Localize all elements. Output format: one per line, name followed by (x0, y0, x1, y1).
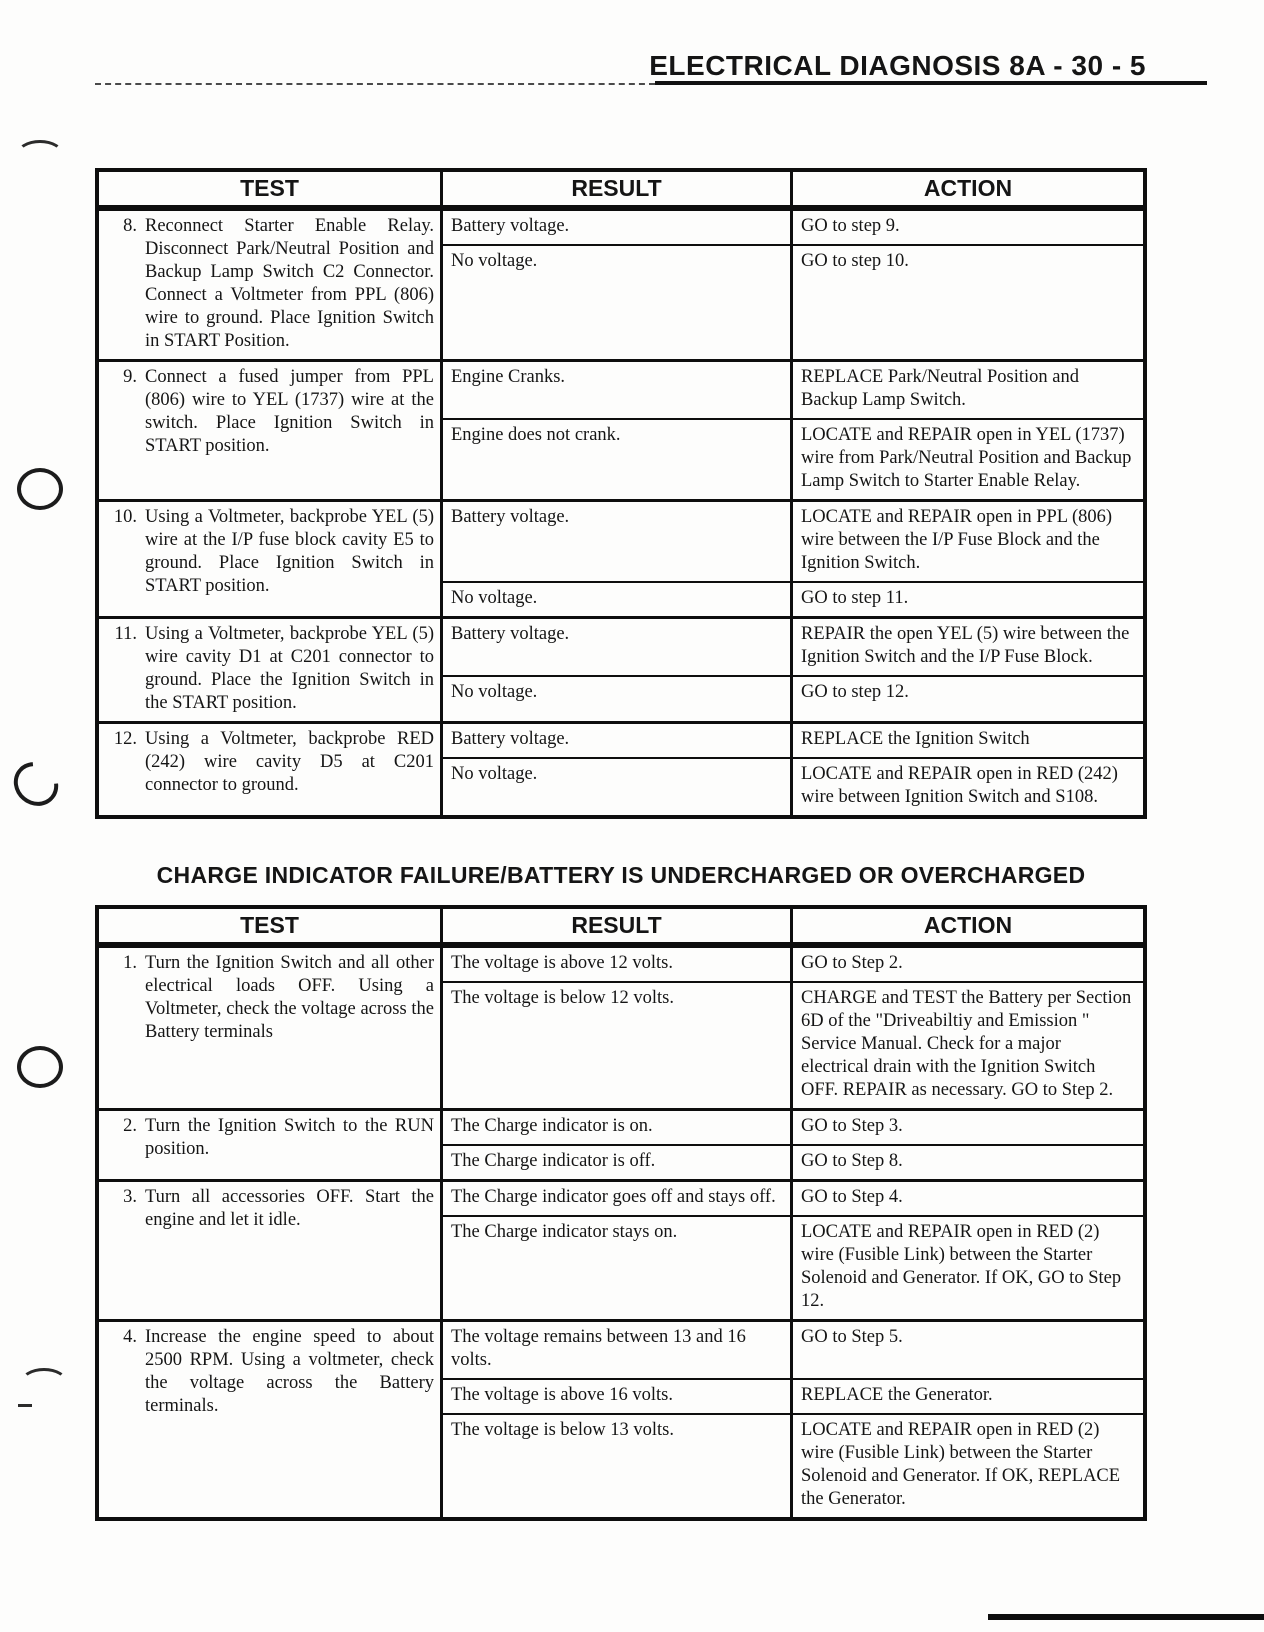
action-cell: CHARGE and TEST the Battery per Section 6D of the "Driveabiltiy and Emission " Service Manual. Check for a major electrical drain with the Ignition Switch OFF. REPAIR as necessary. GO to Step 2. (801, 988, 1132, 1100)
test-cell (99, 362, 443, 499)
table-header-row (99, 172, 1143, 208)
action-cell: LOCATE and REPAIR open in RED (2) wire (Fusible Link) between the Starter Solenoid and Generator. If OK, REPLACE the Generator. (801, 1420, 1121, 1509)
action-cell: GO to Step 8. (801, 1151, 903, 1171)
result-cell: Engine does not crank. (443, 420, 793, 499)
result-cell: The voltage remains between 13 and 16 volts. (443, 1322, 793, 1378)
header-rule-solid-segment (655, 81, 1207, 85)
sub-row (443, 1182, 1143, 1215)
result-cell: No voltage. (443, 246, 793, 359)
action-cell: LOCATE and REPAIR open in YEL (1737) wire from Park/Neutral Position and Backup Lamp Switch to Starter Enable Relay. (801, 425, 1132, 491)
binder-circle-mark-2 (5, 753, 67, 815)
result-cell: The voltage is below 12 volts. (443, 983, 793, 1108)
table-row (99, 1179, 1143, 1319)
test-text: Increase the engine speed to about 2500 RPM. Using a voltmeter, check the voltage across the Battery terminals. (145, 1327, 434, 1416)
result-cell: Battery voltage. (443, 619, 793, 675)
sub-row (443, 581, 1143, 616)
table-row (99, 499, 1143, 616)
test-cell (99, 1111, 443, 1179)
binder-circle-mark-3 (17, 1046, 63, 1088)
sub-row (443, 1215, 1143, 1319)
sub-row (443, 724, 1143, 757)
result-cell: No voltage. (443, 759, 793, 815)
action-cell: GO to step 11. (801, 588, 909, 608)
step-number: 8. (123, 216, 137, 236)
test-text: Using a Voltmeter, backprobe YEL (5) wire at the I/P fuse block cavity E5 to ground. Place Ignition Switch in START position. (145, 507, 434, 596)
column-header-test: TEST (99, 909, 443, 942)
action-cell: LOCATE and REPAIR open in RED (2) wire (Fusible Link) between the Starter Solenoid and Generator. If OK, GO to Step 12. (801, 1222, 1122, 1311)
test-cell (99, 211, 443, 359)
test-cell (99, 1182, 443, 1319)
result-cell: Battery voltage. (443, 502, 793, 581)
section-title: CHARGE INDICATOR FAILURE/BATTERY IS UNDERCHARGED OR OVERCHARGED (156, 862, 1086, 888)
sub-row (443, 1322, 1143, 1378)
test-cell (99, 502, 443, 616)
result-action-group (443, 724, 1143, 815)
test-cell (99, 1322, 443, 1517)
result-action-group (443, 1322, 1143, 1517)
step-number: 9. (123, 367, 137, 387)
result-cell: The Charge indicator stays on. (443, 1217, 793, 1319)
column-header-result: RESULT (443, 909, 793, 942)
header-rule-dashed-segment (95, 81, 655, 85)
test-text: Turn the Ignition Switch to the RUN position. (145, 1116, 434, 1159)
sub-row (443, 757, 1143, 815)
step-number: 12. (113, 729, 137, 749)
sub-row (443, 981, 1143, 1108)
test-cell (99, 619, 443, 721)
action-cell: GO to step 9. (801, 216, 900, 236)
bottom-page-bar (988, 1614, 1264, 1620)
binder-tick-mark (18, 1404, 32, 1407)
sub-row (443, 211, 1143, 244)
result-action-group (443, 502, 1143, 616)
table-row (99, 945, 1143, 1108)
sub-row (443, 948, 1143, 981)
table-row (99, 208, 1143, 359)
result-cell: The voltage is above 12 volts. (443, 948, 793, 981)
test-text: Connect a fused jumper from PPL (806) wire to YEL (1737) wire at the switch. Place Ignition Switch in START position. (145, 367, 434, 456)
test-cell (99, 724, 443, 815)
column-header-result: RESULT (443, 172, 793, 205)
test-text: Turn all accessories OFF. Start the engine and let it idle. (145, 1187, 434, 1230)
result-cell: Engine Cranks. (443, 362, 793, 418)
action-cell: REPLACE the Ignition Switch (801, 729, 1030, 749)
header-rule (95, 79, 1207, 85)
sub-row (443, 1111, 1143, 1144)
action-cell: GO to step 10. (801, 251, 909, 271)
step-number: 4. (123, 1327, 137, 1347)
result-cell: The Charge indicator is off. (443, 1146, 793, 1179)
step-number: 3. (123, 1187, 137, 1207)
result-action-group (443, 1182, 1143, 1319)
page-header-title: ELECTRICAL DIAGNOSIS 8A - 30 - 5 (649, 50, 1146, 81)
step-number: 2. (123, 1116, 137, 1136)
sub-row (443, 1144, 1143, 1179)
test-cell (99, 948, 443, 1108)
sub-row (443, 502, 1143, 581)
test-text: Using a Voltmeter, backprobe RED (242) wire cavity D5 at C201 connector to ground. (145, 729, 434, 795)
result-cell: No voltage. (443, 677, 793, 721)
action-cell: LOCATE and REPAIR open in PPL (806) wire between the I/P Fuse Block and the Ignition Switch. (801, 507, 1113, 573)
result-cell: The voltage is above 16 volts. (443, 1380, 793, 1413)
result-action-group (443, 948, 1143, 1108)
table-row (99, 359, 1143, 499)
table-row (99, 721, 1143, 815)
action-cell: REPLACE the Generator. (801, 1385, 993, 1405)
action-cell: GO to Step 4. (801, 1187, 903, 1207)
result-action-group (443, 362, 1143, 499)
result-cell: The voltage is below 13 volts. (443, 1415, 793, 1517)
sub-row (443, 1378, 1143, 1413)
action-cell: GO to Step 3. (801, 1116, 903, 1136)
sub-row (443, 362, 1143, 418)
result-cell: Battery voltage. (443, 724, 793, 757)
sub-row (443, 1413, 1143, 1517)
step-number: 11. (114, 624, 137, 644)
result-cell: The Charge indicator is on. (443, 1111, 793, 1144)
binder-arc-mark-1 (16, 140, 64, 170)
sub-row (443, 619, 1143, 675)
diagnostic-table-starter (95, 168, 1147, 819)
binder-circle-mark-1 (17, 468, 63, 510)
sub-row (443, 244, 1143, 359)
result-action-group (443, 619, 1143, 721)
action-cell: REPLACE Park/Neutral Position and Backup Lamp Switch. (801, 367, 1079, 410)
table-row (99, 1319, 1143, 1517)
result-cell: The Charge indicator goes off and stays off. (443, 1182, 793, 1215)
sub-row (443, 675, 1143, 721)
test-text: Reconnect Starter Enable Relay. Disconnect Park/Neutral Position and Backup Lamp Switch C2 Connector. Connect a Voltmeter from PPL (806) wire to ground. Place Ignition Switch in START Position. (145, 216, 434, 351)
action-cell: LOCATE and REPAIR open in RED (242) wire between Ignition Switch and S108. (801, 764, 1118, 807)
table-row (99, 616, 1143, 721)
binder-arc-mark-2 (20, 1368, 68, 1398)
result-action-group (443, 1111, 1143, 1179)
action-cell: GO to step 12. (801, 682, 909, 702)
column-header-test: TEST (99, 172, 443, 205)
result-cell: No voltage. (443, 583, 793, 616)
action-cell: GO to Step 2. (801, 953, 903, 973)
test-text: Using a Voltmeter, backprobe YEL (5) wire cavity D1 at C201 connector to ground. Place the Ignition Switch in the START position. (145, 624, 434, 713)
column-header-action: ACTION (923, 912, 1013, 938)
diagnostic-table-charge-indicator (95, 905, 1147, 1521)
step-number: 10. (113, 507, 137, 527)
step-number: 1. (123, 953, 137, 973)
sub-row (443, 418, 1143, 499)
result-action-group (443, 211, 1143, 359)
table-row (99, 1108, 1143, 1179)
result-cell: Battery voltage. (443, 211, 793, 244)
table-header-row (99, 909, 1143, 945)
action-cell: REPAIR the open YEL (5) wire between the Ignition Switch and the I/P Fuse Block. (801, 624, 1130, 667)
action-cell: GO to Step 5. (801, 1327, 903, 1347)
test-text: Turn the Ignition Switch and all other electrical loads OFF. Using a Voltmeter, check the voltage across the Battery terminals (145, 953, 434, 1042)
column-header-action: ACTION (923, 175, 1013, 201)
